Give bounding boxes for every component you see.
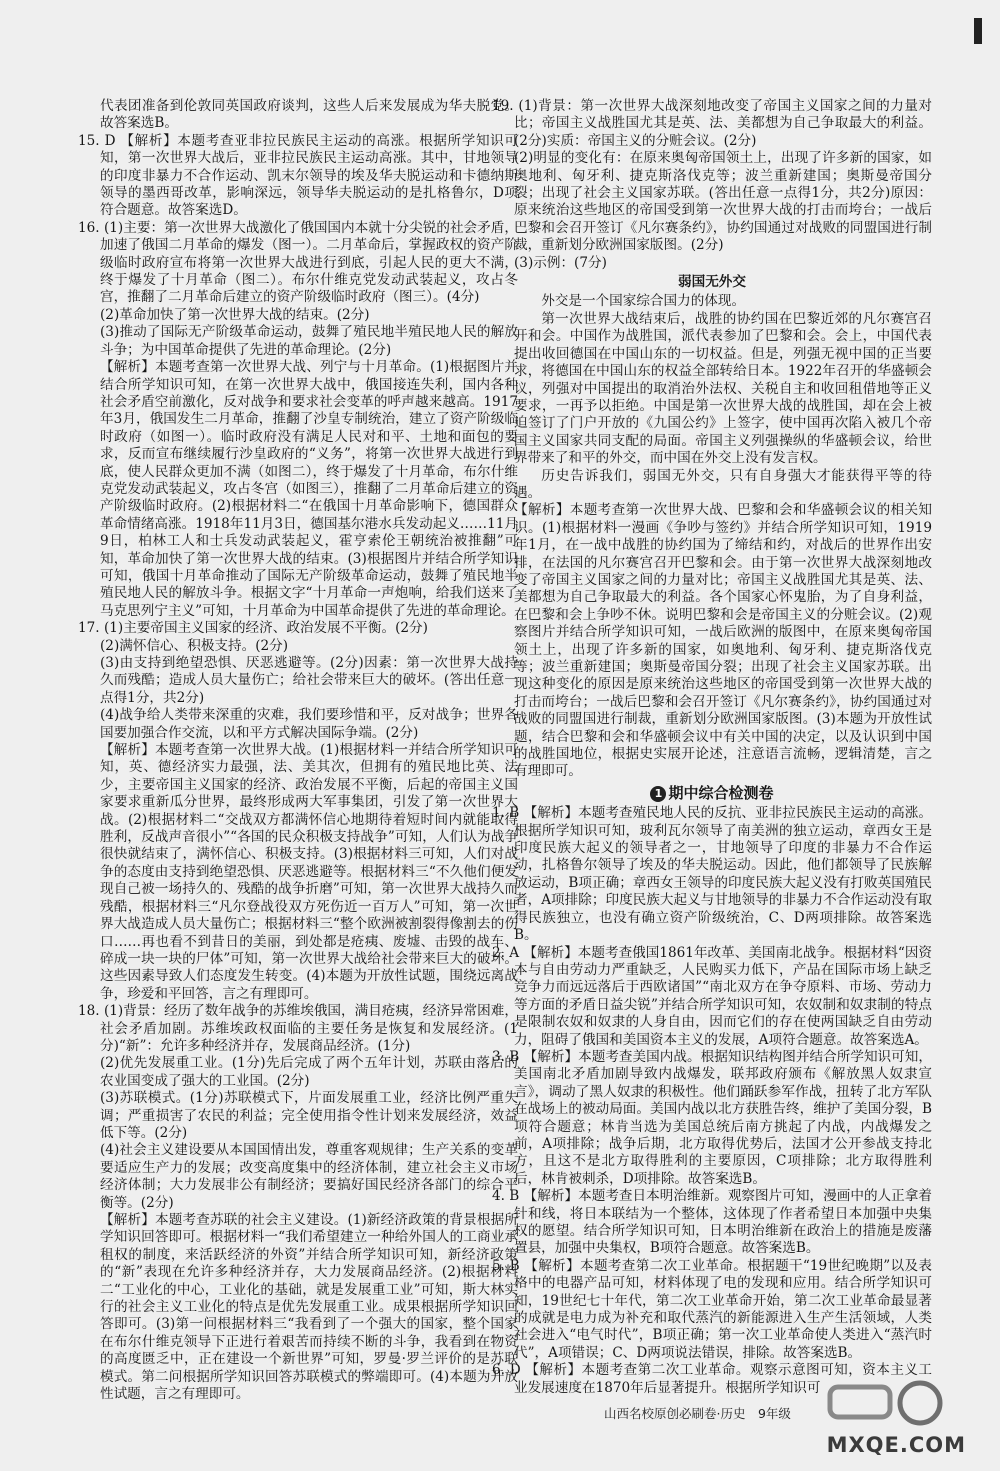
exam-answers-block	[492, 805, 932, 1397]
essay-paragraph: 第一次世界大战结束后，战胜的协约国在巴黎近郊的凡尔赛宫召开和会。中国作为战胜国，派代表参加了巴黎和会。会上，中国代表提出收回德国在中国山东的一切权益。但是，列强无视中国的正当要求，将德国在中国山东的权益全部转给日本。1922年召开的华盛顿会议，列强对中国提出的取消治外法权、关税自主和收回租借地等正义要求，一再予以拒绝。中国是第一次世界大战的战胜国，却在会上被迫签订了门户开放的《九国公约》上签字，使中国再次陷入被几个帝国主义国家共同支配的局面。帝国主义列强操纵的华盛顿会议，给世界带来了和平的外交，而中国在外交上没有发言权。	[514, 310, 932, 467]
answer-item: 15. D 【解析】本题考查亚非拉民族民主运动的高涨。根据所学知识可知，第一次世界大战后，亚非拉民族民主运动高涨。其中，甘地领导的印度非暴力不合作运动、凯末尔领导的埃及华夫脱运动和卡德纳斯领导的墨西哥改革，影响深远，领导华夫脱运动的是扎格鲁尔，D项符合题意。故答案选D。	[78, 132, 518, 219]
question-19-block	[492, 98, 932, 272]
answer-subpart: (2)满怀信心、积极支持。(2分)	[100, 637, 289, 654]
answer-subpart: (2)明显的变化有：在原来奥匈帝国领土上，出现了许多新的国家，如奥地利、匈牙利、捷克斯洛伐克等；波兰重新建国；奥斯曼帝国分裂；出现了社会主义国家苏联。(答出任意一点得1分，共2分)原因：原来统治这些地区的帝国受到第一次世界大战的打击而垮台；一战后巴黎和会召开签订《凡尔赛条约》，协约国通过对战败的同盟国进行制裁，重新划分欧洲国家版图。(2分)	[514, 150, 932, 254]
page-footer: 山西名校原创必刷卷·历史 9年级	[604, 1406, 791, 1421]
section-title-text: 期中综合检测卷	[668, 783, 774, 802]
essay-title: 弱国无外交	[678, 274, 746, 291]
left-column	[78, 98, 518, 1403]
answer-item: 6. D 【解析】本题考查第二次工业革命。观察示意图可知，资本主义工业发展速度在1870年后显著提升。根据所学知识可	[492, 1362, 932, 1396]
answer-subpart: (2)优先发展重工业。(1分)先后完成了两个五年计划，苏联由落后的农业国变成了强大的工业国。(2分)	[100, 1055, 518, 1089]
answer-subpart: 【解析】本题考查第一次世界大战、列宁与十月革命。(1)根据图片并结合所学知识可知，在第一次世界大战中，俄国接连失利，国内各种社会矛盾空前激化，反对战争和要求社会变革的呼声越来越高。1917年3月，俄国发生二月革命，推翻了沙皇专制统治，建立了资产阶级临时政府（如图一）。临时政府没有满足人民对和平、土地和面包的要求，反而宣布继续履行沙皇政府的“义务”，将第一次世界大战进行到底，使人民群众更加不满（如图二），终于爆发了十月革命，布尔什维克党发动武装起义，攻占冬宫（如图三），推翻了二月革命后建立的资产阶级临时政府。(2)根据材料二“在俄国十月革命影响下，德国群众革命情绪高涨。1918年11月3日，德国基尔港水兵发动起义……11月9日，柏林工人和士兵发动武装起义，霍亨索伦王朝统治被推翻”可知，革命加快了第一次世界大战的结束。(3)根据图片并结合所学知识可知，俄国十月革命推动了国际无产阶级革命运动，鼓舞了殖民地半殖民地人民的解放斗争。根据文字“十月革命一声炮响，给我们送来了马克思列宁主义”可知，十月革命为中国革命提供了先进的革命理论。	[100, 359, 518, 619]
answer-item: 4. B 【解析】本题考查日本明治维新。观察图片可知，漫画中的人正拿着针和线，将日本联结为一个整体，这体现了作者希望日本加强中央集权的愿望。结合所学知识可知，日本明治维新在政治上的措施是废藩置县，加强中央集权，B项符合题意。故答案选B。	[492, 1188, 932, 1257]
answer-subpart: (3)由支持到绝望恐惧、厌恶逃避等。(2分)因素：第一次世界大战持久而残酷；造成人员大量伤亡；给社会带来巨大的破坏。(答出任意一点得1分，共2分)	[100, 655, 518, 706]
essay-paragraph: 历史告诉我们，弱国无外交，只有自身强大才能获得平等的待遇。	[514, 467, 932, 501]
answer-item: 3. B 【解析】本题考查美国内战。根据知识结构图并结合所学知识可知，美国南北矛盾加剧导致内战爆发，联邦政府颁布《解放黑人奴隶宣言》，调动了黑人奴隶的积极性。他们踊跃参军作战，扭转了北方军队在战场上的被动局面。美国内战以北方获胜告终，维护了美国分裂，B项符合题意；林肯当选为美国总统后南方挑起了内战，内战爆发之前，A项排除；战争后期，北方取得优势后，法国才公开参战支持北方，且这不是北方取得胜利的主要原因，C项排除；北方取得胜利后，林肯被刺杀，D项排除。故答案选B。	[492, 1048, 932, 1187]
essay-paragraph: 外交是一个国家综合国力的体现。	[541, 293, 746, 310]
answer-item: 19. (1)背景：第一次世界大战深刻地改变了帝国主义国家之间的力量对比；帝国主义战胜国尤其是英、法、美都想为自己争取最大的利益。(2分)实质：帝国主义的分赃会议。(2分)	[492, 98, 932, 149]
answer-item: 17. (1)主要帝国主义国家的经济、政治发展不平衡。(2分)	[78, 620, 428, 637]
answer-subpart: (4)社会主义建设要从本国国情出发，尊重客观规律；生产关系的变革要适应生产力的发展；改变高度集中的经济体制，建立社会主义市场经济体制；大力发展非公有制经济；要搞好国民经济各部门的综合平衡等。(2分)	[100, 1142, 518, 1211]
right-column	[492, 98, 932, 1397]
answer-item: 5. B 【解析】本题考查第二次工业革命。根据题干“19世纪晚期”以及表格中的电器产品可知，材料体现了电的发现和应用。结合所学知识可知，19世纪七十年代，第二次工业革命开始，第二次工业革命最显著的成就是电力成为补充和取代蒸汽的新能源进入生产生活领域，人类社会进入“电气时代”，B项正确；第一次工业革命使人类进入“蒸汽时代”，A项错误；C、D两项说法错误，排除。故答案选B。	[492, 1257, 932, 1361]
essay-body	[492, 293, 932, 502]
answer-subpart: (3)苏联模式。(1分)苏联模式下，片面发展重工业，经济比例严重失调；严重损害了农民的利益；完全使用指令性计划来发展经济，效益低下等。(2分)	[100, 1090, 518, 1141]
section-heading	[492, 785, 932, 802]
answer-item: 18. (1)背景：经历了数年战争的苏维埃俄国，满目疮痍，经济异常困难，社会矛盾加剧。苏维埃政权面临的主要任务是恢复和发展经济。(1分)“新”：允许多种经济并存，发展商品经济。(1分)	[78, 1003, 518, 1054]
question-19-analysis: 【解析】本题考查第一次世界大战、巴黎和会和华盛顿会议的相关知识。(1)根据材料一漫画《争吵与签约》并结合所学知识可知，1919年1月，在一战中战胜的协约国为了缔结和约，对战后的世界作出安排，在法国的凡尔赛宫召开巴黎和会。由于第一次世界大战深刻地改变了帝国主义国家之间的力量对比；帝国主义战胜国尤其是英、法、美都想为自己争取最大的利益。各个国家心怀鬼胎，为了自身利益，在巴黎和会上争吵不休。说明巴黎和会是帝国主义的分赃会议。(2)观察图片并结合所学知识可知，一战后欧洲的版图中，在原来奥匈帝国领土上，出现了许多新的国家，如奥地利、匈牙利、捷克斯洛伐克等；波兰重新建国；奥斯曼帝国分裂；出现了社会主义国家苏联。出现这种变化的原因是原来统治这些地区的帝国受到第一次世界大战的打击而垮台；一战后巴黎和会召开签订《凡尔赛条约》，协约国通过对战败的同盟国进行制裁，重新划分欧洲国家版图。(3)本题为开放性试题，结合巴黎和会和华盛顿会议中有关中国的决定，以及认识到中国的战胜国地位，根据史实展开论述，注意语言流畅，逻辑清楚，言之有理即可。	[514, 502, 932, 780]
watermark-text: MXQE.COM	[826, 1433, 966, 1457]
answer-subpart: 【解析】本题考查第一次世界大战。(1)根据材料一并结合所学知识可知，英、德经济实力最强，法、美其次，但拥有的殖民地比英、法少，主要帝国主义国家的经济、政治发展不平衡，后起的帝国主义国家要求重新瓜分世界，最终形成两大军事集团，引发了第一次世界大战。(2)根据材料二“交战双方都满怀信心地期待着短时间内就能取得胜利，反战声音很小”“各国的民众积极支持战争”可知，人们认为战争很快就结束了，满怀信心、积极支持。(3)根据材料三可知，人们对战争的态度由支持到绝望恐惧、厌恶逃避等。根据材料三“不久他们便发现自己被一场持久的、残酷的战争折磨”可知，第一次世界大战持久而残酷，根据材料三“凡尔登战役双方死伤近一百万人”可知，第一次世界大战造成人员大量伤亡；根据材料三“整个欧洲被割裂得像割去的伤口……再也看不到昔日的美丽，到处都是疮痍、废墟、击毁的战车、碎成一块一块的尸体”可知，第一次世界大战给社会带来巨大的破坏。这些因素导致人们态度发生转变。(4)本题为开放性试题，围绕远离战争，珍爱和平回答，言之有理即可。	[100, 742, 518, 1002]
section-number-badge: 1	[650, 786, 666, 802]
answer-subpart: (4)战争给人类带来深重的灾难，我们要珍惜和平，反对战争；世界各国要加强合作交流，以和平方式解决国际争端。(2分)	[100, 707, 518, 741]
answer-subpart: (2)革命加快了第一次世界大战的结束。(2分)	[100, 306, 370, 323]
answer-subpart: 【解析】本题考查苏联的社会主义建设。(1)新经济政策的背景根据所学知识回答即可。根据材料一“我们希望建立一种给外国人的工商业承租权的制度，来活跃经济的外资”并结合所学知识可知，新经济政策的“新”表现在允许多种经济并存，大力发展商品经济。(2)根据材料二“工业化的中心，工业化的基础，就是发展重工业”可知，斯大林实行的社会主义工业化的特点是优先发展重工业。成果根据所学知识回答即可。(3)第一问根据材料三“我看到了一个强大的国家，整个国家在布尔什维克领导下正进行着艰苦而持续不断的斗争，我看到在物资的高度匮乏中，正在建设一个新世界”可知，罗曼·罗兰评价的是苏联模式。第二问根据所学知识回答苏联模式的弊端即可。(4)本题为开放性试题，言之有理即可。	[100, 1212, 518, 1403]
answer-subpart: (3)推动了国际无产阶级革命运动，鼓舞了殖民地半殖民地人民的解放斗争；为中国革命提供了先进的革命理论。(2分)	[100, 324, 518, 358]
answer-item: 1. B 【解析】本题考查殖民地人民的反抗、亚非拉民族民主运动的高涨。根据所学知识可知，玻利瓦尔领导了南美洲的独立运动，章西女王是印度民族大起义的领导者之一，甘地领导了印度的非暴力不合作运动，扎格鲁尔领导了埃及的华夫脱运动。因此，他们都领导了民族解放运动，B项正确；章西女王领导的印度民族大起义没有打败英国殖民者，A项排除；印度民族大起义与甘地领导的非暴力不合作运动没有取得民族独立，也没有确立资产阶级统治，C、D两项排除。故答案选B。	[492, 805, 932, 944]
answer-item: 2. A 【解析】本题考查俄国1861年改革、美国南北战争。根据材料“因资本与自由劳动力严重缺乏，人民购买力低下，产品在国际市场上缺乏竞争力而远远落后于西欧诸国”“南北双方在争夺原料、市场、劳动力等方面的矛盾日益尖锐”并结合所学知识可知，农奴制和奴隶制的特点是限制农奴和奴隶的人身自由，因而它们的存在使两国缺乏自由劳动力，阻碍了俄国和美国资本主义的发展，A项符合题意。故答案选A。	[492, 944, 933, 1048]
answer-subpart: (3)示例：(7分)	[514, 254, 607, 271]
answer-subpart: 代表团准备到伦敦同英国政府谈判，这些人后来发展成为华夫脱党。故答案选B。	[100, 98, 518, 132]
answer-item: 16. (1)主要：第一次世界大战激化了俄国国内本就十分尖锐的社会矛盾，加速了俄国二月革命的爆发（图一）。二月革命后，掌握政权的资产阶级临时政府宣布将第一次世界大战进行到底，引起人民的更大不满，终于爆发了十月革命（图二）。布尔什维克党发动武装起义，攻占冬宫，推翻了二月革命后建立的资产阶级临时政府（图三）。(4分)	[78, 219, 518, 306]
corner-registration-mark	[974, 18, 982, 44]
